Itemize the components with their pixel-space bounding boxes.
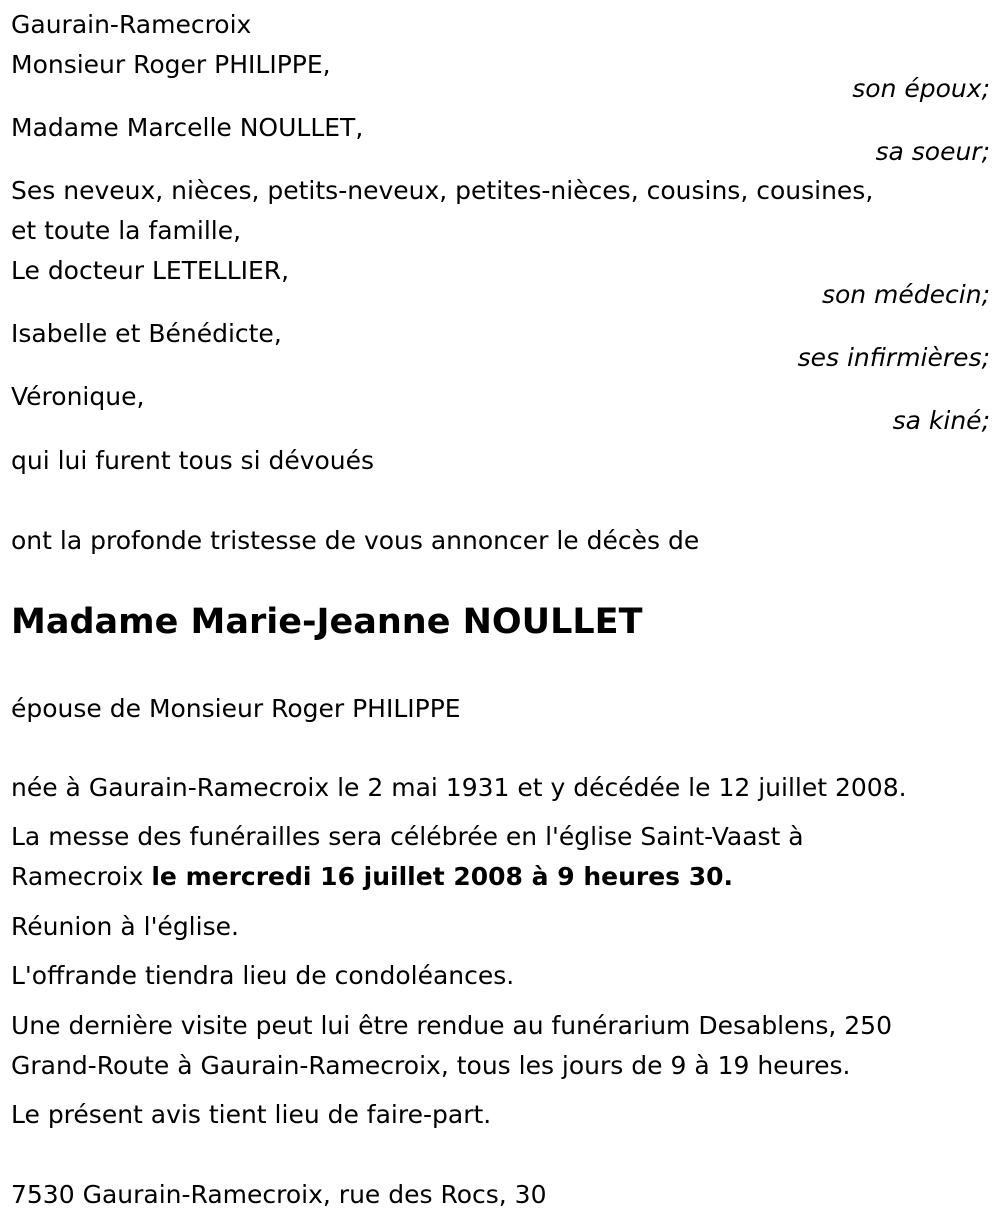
carer-role-doctor: son médecin; [821, 280, 990, 309]
place-header: Gaurain-Ramecroix [11, 10, 252, 39]
mass-line-2 [11, 857, 733, 897]
mass-place: Ramecroix [11, 862, 152, 891]
birth-death-line: née à Gaurain-Ramecroix le 2 mai 1931 et y décédée le 12 juillet 2008. [11, 773, 907, 802]
meeting-line: Réunion à l'église. [11, 912, 239, 941]
address-line: 7530 Gaurain-Ramecroix, rue des Rocs, 30 [11, 1180, 547, 1209]
relatives-line-1: Ses neveux, nièces, petits-neveux, petites-nièces, cousins, cousines, [11, 176, 874, 205]
family-role-sister: sa soeur; [875, 137, 990, 166]
family-name-spouse: Monsieur Roger PHILIPPE, [11, 50, 331, 79]
devotion-line: qui lui furent tous si dévoués [11, 446, 375, 475]
carer-name-physio: Véronique, [11, 382, 145, 411]
mass-line-1: La messe des funérailles sera célébrée en l'église Saint-Vaast à [11, 822, 804, 851]
deceased-name: Madame Marie-Jeanne NOULLET [11, 602, 643, 642]
visit-line-2: Grand-Route à Gaurain-Ramecroix, tous les jours de 9 à 19 heures. [11, 1051, 851, 1080]
carer-role-physio: sa kiné; [892, 406, 990, 435]
visit-line-1: Une dernière visite peut lui être rendue au funérarium Desablens, 250 [11, 1011, 892, 1040]
notice-line: Le présent avis tient lieu de faire-part. [11, 1100, 492, 1129]
offering-line: L'offrande tiendra lieu de condoléances. [11, 961, 515, 990]
relatives-line-2: et toute la famille, [11, 216, 242, 245]
family-name-sister: Madame Marcelle NOULLET, [11, 113, 364, 142]
carer-name-doctor: Le docteur LETELLIER, [11, 256, 290, 285]
carer-name-nurses: Isabelle et Bénédicte, [11, 319, 282, 348]
announcement-line: ont la profonde tristesse de vous annoncer le décès de [11, 526, 700, 555]
carer-role-nurses: ses infirmières; [797, 343, 990, 372]
spouse-line: épouse de Monsieur Roger PHILIPPE [11, 694, 461, 723]
mass-date-time: le mercredi 16 juillet 2008 à 9 heures 30. [151, 862, 734, 891]
family-role-spouse: son époux; [852, 74, 990, 103]
